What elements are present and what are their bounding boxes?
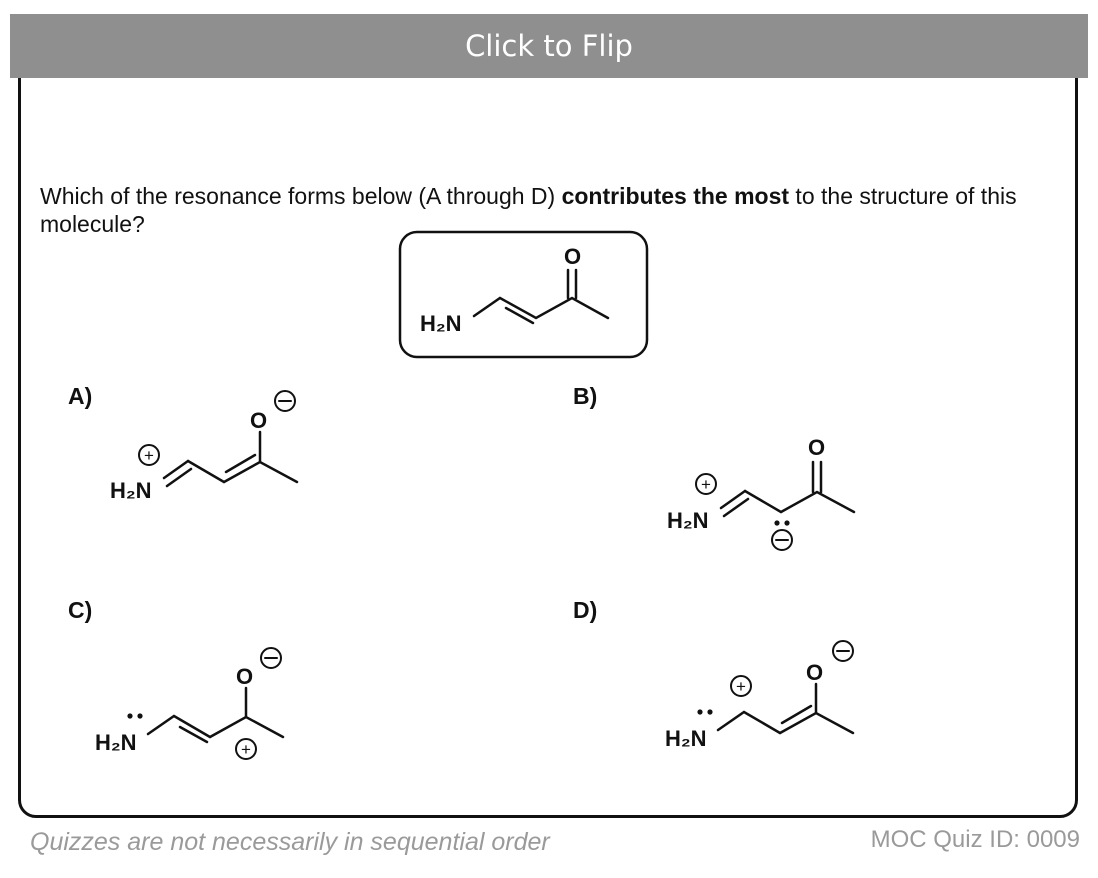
chain-bonds — [718, 712, 853, 733]
question-part1: Which of the resonance forms below (A through D) — [40, 183, 562, 209]
oxygen-label: O — [808, 435, 826, 460]
lone-pair-dot — [774, 520, 779, 525]
oxygen-label: O — [236, 664, 254, 689]
option-a-label: A) — [68, 383, 93, 409]
quiz-id: MOC Quiz ID: 0009 — [870, 826, 1080, 853]
lone-pair-dot — [707, 709, 712, 714]
lone-pair-dot — [127, 713, 132, 718]
cn-double-bond-1 — [721, 491, 745, 508]
plus-sign: + — [701, 475, 711, 494]
amine-label: H₂N — [110, 478, 152, 503]
amine-label: H₂N — [665, 726, 707, 751]
chain-bonds — [148, 716, 283, 737]
amine-label: H₂N — [420, 311, 462, 336]
oxygen-label: O — [564, 244, 582, 269]
question-emphasis: contributes the most — [561, 183, 790, 209]
oxygen-label: O — [806, 660, 824, 685]
option-b[interactable] — [573, 383, 854, 550]
amine-label: H₂N — [667, 508, 709, 533]
option-a[interactable] — [68, 383, 297, 503]
plus-sign: + — [241, 740, 251, 759]
amine-label: H₂N — [95, 730, 137, 755]
oxygen-label: O — [250, 408, 268, 433]
option-d-label: D) — [573, 597, 598, 623]
cc-double-bond — [180, 727, 207, 742]
lone-pair-dot — [697, 709, 702, 714]
cc-double-bond — [226, 455, 255, 472]
main-molecule — [400, 232, 647, 357]
chain-bonds — [745, 491, 854, 512]
lone-pair-dot — [784, 520, 789, 525]
plus-sign: + — [144, 446, 154, 465]
cn-double-bond-2 — [724, 499, 748, 516]
question-part2: to the structure of this molecule? — [40, 183, 1017, 237]
footer-note: Quizzes are not necessarily in sequential order — [30, 828, 550, 856]
chain-bonds — [474, 298, 608, 318]
option-c[interactable] — [68, 597, 283, 759]
option-c-label: C) — [68, 597, 93, 623]
cc-double-bond — [782, 706, 811, 723]
flip-label: Click to Flip — [465, 29, 633, 63]
cn-double-bond-1 — [164, 461, 188, 478]
plus-sign: + — [736, 677, 746, 696]
lone-pair-dot — [137, 713, 142, 718]
option-d[interactable] — [573, 597, 853, 751]
option-b-label: B) — [573, 383, 598, 409]
cn-double-bond-2 — [167, 469, 191, 486]
molecule-box — [400, 232, 647, 357]
chain-bonds — [188, 461, 297, 482]
